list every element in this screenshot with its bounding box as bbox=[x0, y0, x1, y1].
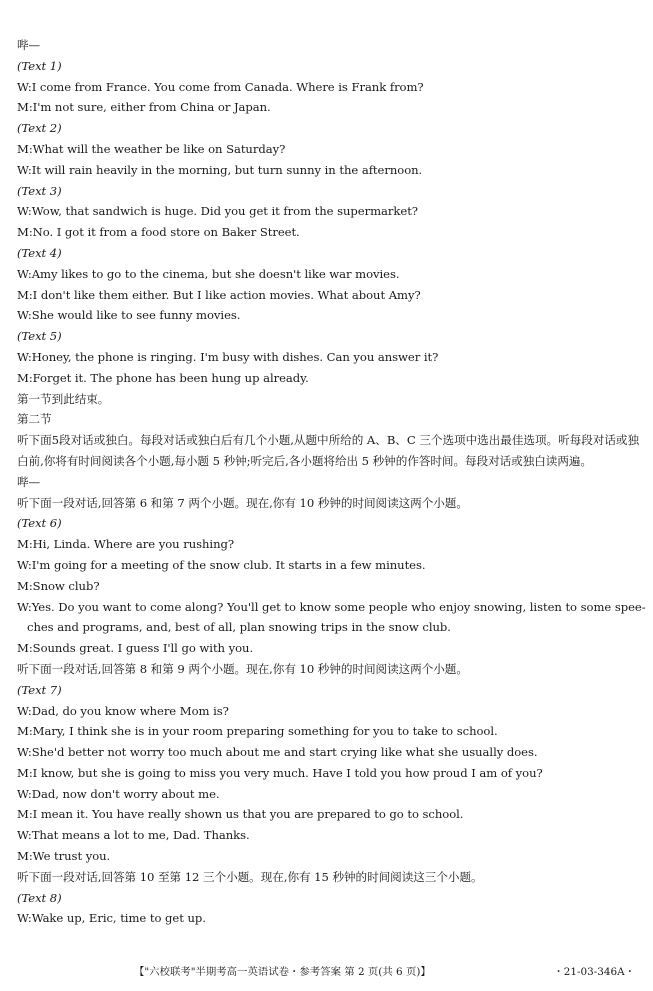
dialogue-line: W:Wow, that sandwich is huge. Did you get it from the supermarket? bbox=[17, 204, 418, 219]
dialogue-line: W:I come from France. You come from Canada. Where is Frank from? bbox=[17, 79, 424, 94]
dialogue-line: W:That means a lot to me, Dad. Thanks. bbox=[17, 828, 250, 843]
dialogue-line: M:I don't like them either. But I like action movies. What about Amy? bbox=[17, 287, 421, 302]
text-heading: (Text 4) bbox=[17, 245, 62, 260]
page-footer bbox=[0, 963, 653, 981]
question-instruction: 听下面一段对话,回答第 8 和第 9 两个小题。现在,你有 10 秒钟的时间阅读这两个小题。 bbox=[17, 661, 468, 676]
dialogue-line: M:I know, but she is going to miss you very much. Have I told you how proud I am of you? bbox=[17, 765, 543, 780]
text-heading: (Text 8) bbox=[17, 890, 62, 905]
dialogue-line: M:I mean it. You have really shown us that you are prepared to go to school. bbox=[17, 807, 464, 822]
dialogue-line: W:Dad, do you know where Mom is? bbox=[17, 703, 229, 718]
listening-script bbox=[17, 35, 646, 929]
dialogue-line: W:Wake up, Eric, time to get up. bbox=[17, 911, 206, 926]
dialogue-line: W:She'd better not worry too much about me and start crying like what she usually does. bbox=[17, 745, 538, 760]
question-instruction: 听下面一段对话,回答第 6 和第 7 两个小题。现在,你有 10 秒钟的时间阅读这两个小题。 bbox=[17, 495, 468, 510]
dialogue-line: M:Snow club? bbox=[17, 578, 100, 593]
text-heading: (Text 5) bbox=[17, 329, 62, 344]
dialogue-line: M:We trust you. bbox=[17, 849, 111, 864]
question-instruction: 听下面一段对话,回答第 10 至第 12 三个小题。现在,你有 15 秒钟的时间阅读这三个小题。 bbox=[17, 869, 483, 884]
footer-exam-title: 【"六校联考"半期考高一英语试卷・参考答案 第 2 页(共 6 页)】 bbox=[134, 966, 431, 978]
text-heading: (Text 7) bbox=[17, 682, 62, 697]
dialogue-line: W:It will rain heavily in the morning, but turn sunny in the afternoon. bbox=[17, 162, 423, 177]
dialogue-line: M:Mary, I think she is in your room preparing something for you to take to school. bbox=[17, 724, 498, 739]
section-heading: 第二节 bbox=[17, 412, 52, 427]
dialogue-line: M:No. I got it from a food store on Baker Street. bbox=[17, 225, 300, 240]
dialogue-line: M:Hi, Linda. Where are you rushing? bbox=[17, 537, 235, 552]
footer-code: ・21-03-346A・ bbox=[553, 966, 635, 978]
dialogue-line: W:I'm going for a meeting of the snow club. It starts in a few minutes. bbox=[17, 557, 426, 572]
text-heading: (Text 2) bbox=[17, 121, 62, 136]
text-heading: (Text 6) bbox=[17, 516, 62, 531]
dialogue-line: M:What will the weather be like on Saturday? bbox=[17, 141, 286, 156]
dialogue-line: W:Amy likes to go to the cinema, but she doesn't like war movies. bbox=[17, 266, 400, 281]
section-instructions: 听下面5段对话或独白。每段对话或独白后有几个小题,从题中所给的 A、B、C 三个选项中选出最佳选项。听每段对话或独白前,你将有时间阅读各个小题,每小题 5 秒钟;听完后,各小题将给出 5 秒钟的作答时间。每段对话或独白读两遍。 bbox=[17, 433, 639, 468]
dialogue-line: W:Honey, the phone is ringing. I'm busy with dishes. Can you answer it? bbox=[17, 349, 439, 364]
beep-marker: 哔— bbox=[17, 38, 41, 52]
dialogue-line: W:She would like to see funny movies. bbox=[17, 308, 241, 323]
section-end-note: 第一节到此结束。 bbox=[17, 391, 110, 406]
dialogue-line: M:Sounds great. I guess I'll go with you. bbox=[17, 641, 254, 656]
dialogue-line: W:Yes. Do you want to come along? You'll get to know some people who enjoy snowing, listen to some spee- bbox=[17, 599, 646, 614]
dialogue-line-continued: ches and programs, and, best of all, plan snowing trips in the snow club. bbox=[27, 620, 451, 635]
text-heading: (Text 1) bbox=[17, 58, 62, 73]
dialogue-line: M:Forget it. The phone has been hung up already. bbox=[17, 370, 309, 385]
text-heading: (Text 3) bbox=[17, 183, 62, 198]
dialogue-line: M:I'm not sure, either from China or Japan. bbox=[17, 100, 271, 115]
beep-marker: 哔— bbox=[17, 474, 41, 489]
dialogue-line: W:Dad, now don't worry about me. bbox=[17, 786, 220, 801]
